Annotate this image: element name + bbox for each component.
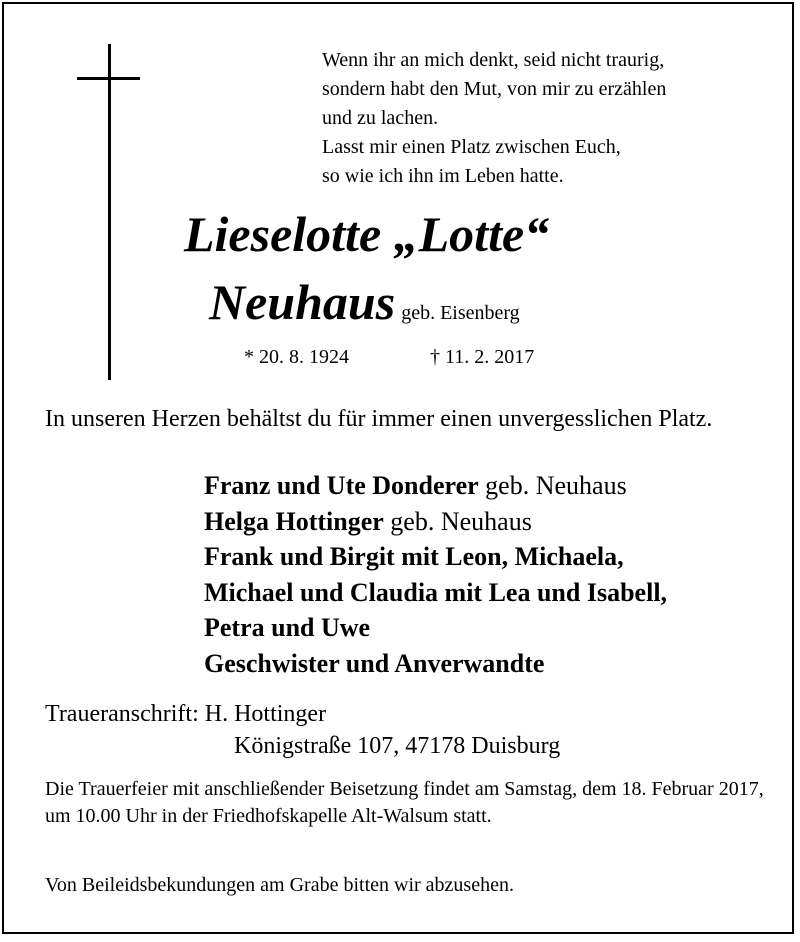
mourner-line	[204, 504, 667, 540]
mourner-names: Helga Hottinger	[204, 506, 384, 536]
deceased-name-first: Lieselotte „Lotte“	[184, 206, 550, 262]
deceased-name-last-line	[209, 274, 520, 341]
mourning-address	[45, 698, 560, 762]
obituary-notice	[2, 2, 794, 934]
funeral-service-text: Die Trauerfeier mit anschließender Beisetzung findet am Samstag, dem 18. Februar 2017, um 10.00 Uhr in der Friedhofskapelle Alt-Walsum statt.	[45, 778, 764, 827]
address-label: Traueranschrift:	[45, 701, 199, 727]
address-name: H. Hottinger	[204, 701, 327, 727]
poem	[322, 46, 666, 191]
mourner-line	[204, 575, 667, 611]
cross-horizontal-bar	[77, 77, 140, 80]
mourner-names: Franz und Ute Donderer	[204, 471, 479, 500]
mourner-line	[204, 646, 667, 682]
birth-name: geb. Eisenberg	[401, 302, 520, 324]
poem-line: so wie ich ihn im Leben hatte.	[322, 165, 564, 187]
mourner-names: Geschwister und Anverwandte	[204, 648, 545, 678]
mourner-suffix: geb. Neuhaus	[383, 506, 532, 536]
mourner-names: Petra und Uwe	[204, 613, 371, 642]
deceased-surname: Neuhaus	[209, 274, 396, 330]
mourners-list	[204, 468, 667, 681]
mourner-line	[204, 539, 667, 575]
death-date: † 11. 2. 2017	[430, 346, 535, 368]
motto-text: In unseren Herzen behältst du für immer einen unvergesslichen Platz.	[45, 406, 713, 432]
mourner-line	[204, 468, 667, 504]
mourner-names: Frank und Birgit mit Leon, Michaela,	[204, 542, 624, 571]
cross-vertical-bar	[108, 44, 111, 380]
poem-line: und zu lachen.	[322, 107, 439, 129]
condolence-note: Von Beileidsbekundungen am Grabe bitten wir abzusehen.	[45, 874, 514, 896]
birth-date: * 20. 8. 1924	[244, 346, 349, 368]
mourner-names: Michael und Claudia mit Lea und Isabell,	[204, 577, 668, 607]
poem-line: Wenn ihr an mich denkt, seid nicht traurig,	[322, 49, 665, 71]
address-street: Königstraße 107, 47178 Duisburg	[234, 733, 561, 759]
poem-line: sondern habt den Mut, von mir zu erzählen	[322, 78, 667, 100]
poem-line: Lasst mir einen Platz zwischen Euch,	[322, 136, 621, 158]
mourner-suffix: geb. Neuhaus	[478, 471, 627, 500]
address-line	[45, 698, 560, 730]
mourner-line	[204, 610, 667, 646]
